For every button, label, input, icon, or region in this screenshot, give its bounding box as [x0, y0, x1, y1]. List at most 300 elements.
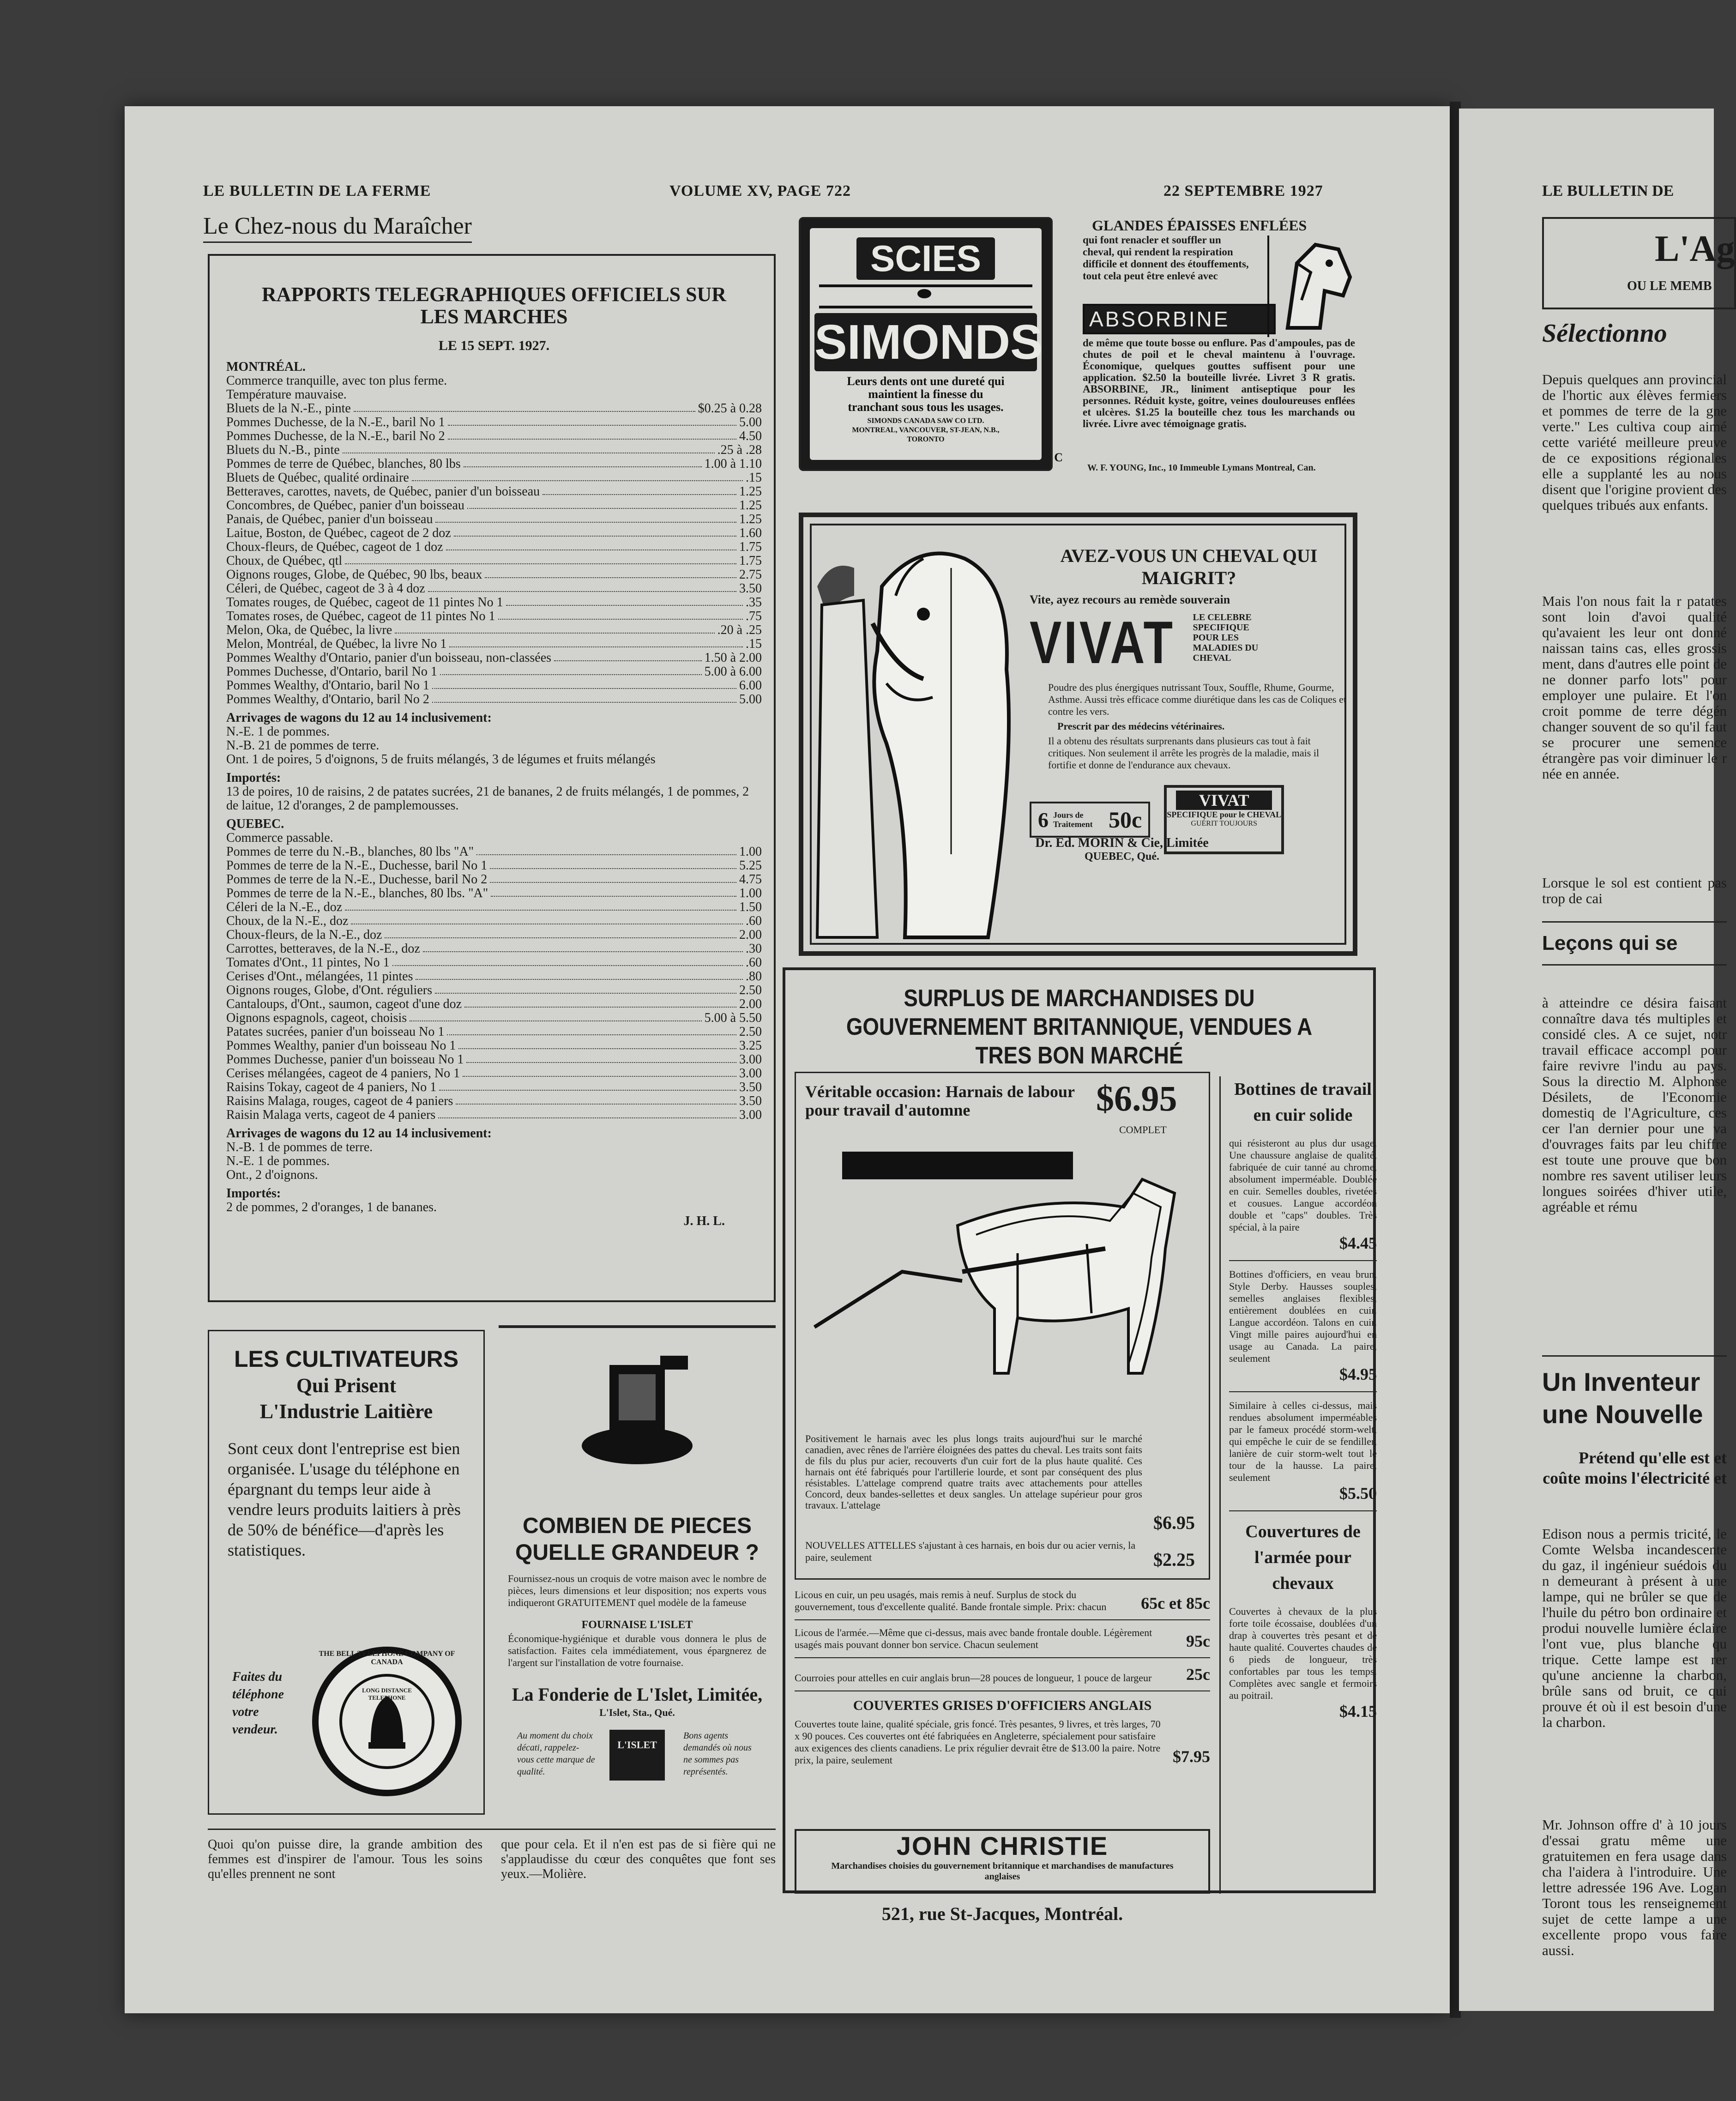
- licous-armee-price: 95c: [1186, 1632, 1210, 1650]
- bottines-heading: Bottines de travail en cuir solide: [1234, 1080, 1372, 1125]
- fonderie-body: Fournissez-nous un croquis de votre maison avec le nombre de pièces, leurs dimensions et leur disposition; nos experts vous indiqueront GRATUITEMENT quel modèle de la fameuse: [508, 1573, 766, 1608]
- surplus-title: SURPLUS DE MARCHANDISES DU GOUVERNEMENT BRITANNIQUE, VENDUES A TRES BON MARCHÉ: [846, 985, 1313, 1069]
- price-row: [226, 859, 762, 873]
- price-row: [226, 693, 762, 706]
- dot-leader: [435, 513, 736, 523]
- price-row: [226, 956, 762, 970]
- dot-leader: [439, 1081, 736, 1091]
- montreal-price-list: [226, 402, 762, 706]
- price-value: $0.25 à 0.28: [698, 401, 762, 416]
- price-row: [226, 1053, 762, 1067]
- fonderie-product: FOURNAISE L'ISLET: [581, 1619, 693, 1631]
- attelles-text: NOUVELLES ATTELLES s'ajustant à ces harnais, en bois dur ou acier vernis, la paire, seulement: [805, 1540, 1136, 1563]
- dot-leader: [491, 887, 736, 897]
- price-item: Carrottes, betteraves, de la N.-E., doz: [226, 942, 420, 956]
- vivat-package-brand: VIVAT: [1176, 791, 1272, 810]
- price-row: [226, 540, 762, 554]
- price-item: Choux, de Québec, qtl: [226, 554, 343, 568]
- price-row: [226, 416, 762, 429]
- price-value: 3.00: [739, 1108, 762, 1122]
- dot-leader: [351, 914, 743, 924]
- montreal-intro-line: Commerce tranquille, avec ton plus ferme.: [226, 374, 447, 388]
- quebec-arrival-line: N.-B. 1 de pommes de terre.: [226, 1140, 373, 1154]
- officiers-price: $4.95: [1339, 1365, 1377, 1383]
- montreal-arrivals: [226, 725, 762, 767]
- quebec-arrivals-heading: Arrivages de wagons du 12 au 14 inclusivement:: [226, 1126, 492, 1141]
- market-report: [208, 254, 776, 1302]
- price-row: [226, 623, 762, 637]
- price-item: Pommes Duchesse, de la N.-E., baril No 1: [226, 415, 445, 429]
- dot-leader: [456, 1094, 736, 1105]
- page2-paragraph-3: Lorsque le sol est contient pas trop de cai: [1542, 875, 1727, 906]
- dot-leader: [354, 402, 695, 412]
- dot-leader: [454, 526, 736, 537]
- price-value: 1.00: [739, 845, 762, 859]
- masthead-center: VOLUME XV, PAGE 722: [669, 182, 851, 199]
- bell-body: Sont ceux dont l'entreprise est bien organisée. L'usage du téléphone en épargnant du temps leur aide à vendre leurs produits laitiers à près de 50% de bénéfice—d'après les statistiques.: [228, 1439, 461, 1559]
- couvertures-heading: Couvertures de l'armée pour chevaux: [1245, 1522, 1361, 1593]
- price-item: Pommes de terre de la N.-E., blanches, 80 lbs. "A": [226, 886, 488, 900]
- price-row: [226, 997, 762, 1011]
- dot-leader: [485, 568, 736, 578]
- price-value: .60: [746, 914, 762, 928]
- dot-leader: [432, 679, 736, 689]
- price-item: Tomates roses, de Québec, cageot de 11 pintes No 1: [226, 609, 495, 623]
- price-item: Pommes Duchesse, d'Ontario, baril No 1: [226, 664, 437, 679]
- vivat-tagline: LE CELEBRE SPECIFIQUE POUR LES MALADIES DU CHEVAL: [1193, 612, 1259, 663]
- price-row: [226, 443, 762, 457]
- price-value: .80: [746, 969, 762, 984]
- absorbine-brand: ABSORBINE: [1083, 304, 1276, 334]
- price-item: Cerises mélangées, cageot de 4 paniers, No 1: [226, 1066, 460, 1081]
- price-item: Pommes Wealthy, d'Ontario, baril No 1: [226, 678, 429, 693]
- page2-heading-3b: une Nouvelle: [1542, 1400, 1703, 1429]
- market-report-title: RAPPORTS TELEGRAPHIQUES OFFICIELS SUR LES MARCHES: [261, 283, 727, 328]
- price-value: 3.50: [739, 1080, 762, 1094]
- price-value: .20 à .25: [717, 623, 762, 637]
- price-item: Oignons rouges, Globe, de Québec, 90 lbs, beaux: [226, 568, 482, 582]
- quebec-price-list: [226, 845, 762, 1122]
- horse-and-man-illustration: [813, 531, 1034, 937]
- dot-leader: [554, 651, 702, 661]
- john-christie-sub: Marchandises choisies du gouvernement britannique et marchandises de manufactures anglaises: [831, 1861, 1174, 1882]
- saw-blade-icon: [819, 284, 1032, 308]
- licous-price: 65c et 85c: [1141, 1594, 1210, 1612]
- price-item: Panais, de Québec, panier d'un boisseau: [226, 512, 433, 526]
- dot-leader: [416, 970, 743, 980]
- montreal-imports: 13 de poires, 10 de raisins, 2 de patates sucrées, 21 de bananes, 2 de fruits mélangés, 1 de pommes, 2 de laitue, 12 d'oranges, 2 de pamplemousses.: [226, 785, 749, 813]
- price-row: [226, 873, 762, 887]
- price-row: [226, 526, 762, 540]
- price-item: Choux, de la N.-E., doz: [226, 914, 349, 928]
- couvertes-text: Couvertes toute laine, qualité spéciale, gris foncé. Très pesantes, 9 livres, et très larges, 70 x 90 pouces. Ces couvertes ont été fabriquées en Angleterre, spécialement pour satisfaire aux exigences des clients canadiens. Le prix régulier devrait être de $13.00 la paire. Notre prix, la paire, seulement: [795, 1718, 1161, 1766]
- quebec-intro: [226, 831, 762, 845]
- price-value: 2.00: [739, 928, 762, 942]
- price-item: Concombres, de Québec, panier d'un boisseau: [226, 498, 464, 513]
- bottines-body: qui résisteront au plus dur usage. Une chaussure anglaise de qualité, fabriquée de cuir tanné au chrome, absolument imperméable. Doublée en cuir. Semelles doubles, rivetées et cousues. Langue accordéon double et "caps" doubles. Très spécial, à la paire: [1229, 1137, 1377, 1233]
- bell-slogan: Faites du téléphone votre vendeur.: [232, 1670, 284, 1737]
- price-value: .15: [746, 637, 762, 651]
- price-item: Pommes Wealthy, panier d'un boisseau No 1: [226, 1038, 456, 1053]
- price-value: 4.50: [739, 429, 762, 443]
- montreal-heading: MONTRÉAL.: [226, 360, 306, 374]
- masthead-left: LE BULLETIN DE LA FERME: [203, 182, 431, 199]
- price-value: 1.50: [739, 900, 762, 914]
- price-item: Melon, Montréal, de Québec, la livre No 1: [226, 637, 447, 651]
- dot-leader: [476, 845, 736, 855]
- price-value: 4.75: [739, 872, 762, 887]
- price-row: [226, 637, 762, 651]
- price-value: .35: [746, 595, 762, 610]
- price-item: Laitue, Boston, de Québec, cageot de 2 doz: [226, 526, 451, 540]
- price-row: [226, 1039, 762, 1053]
- licous-armee-text: Licous de l'armée.—Même que ci-dessus, mais avec bande frontale double. Légèrement usagés mais pouvant donner bon service. Chacun seulement: [795, 1627, 1152, 1650]
- simonds-title-top: SCIES: [856, 237, 995, 280]
- price-value: 3.00: [739, 1052, 762, 1067]
- price-row: [226, 887, 762, 900]
- licous-text: Licous en cuir, un peu usagés, mais remis à neuf. Surplus de stock du gouvernement, tous d'excellente qualité. Bande frontale simple. Prix: chacun: [795, 1589, 1107, 1612]
- price-item: Tomates rouges, de Québec, cageot de 11 pintes No 1: [226, 595, 503, 610]
- bell-title-1: LES CULTIVATEURS: [234, 1346, 459, 1372]
- vivat-city: QUEBEC, Qué.: [1084, 851, 1160, 863]
- price-row: [226, 942, 762, 956]
- dot-leader: [464, 457, 702, 467]
- masthead-right: 22 SEPTEMBRE 1927: [1163, 182, 1323, 199]
- montreal-arrival-line: N.-E. 1 de pommes.: [226, 724, 330, 739]
- price-item: Bluets du N.-B., pinte: [226, 443, 340, 457]
- price-row: [226, 582, 762, 596]
- dot-leader: [345, 554, 736, 564]
- simonds-ad: [799, 217, 1063, 471]
- report-signature: J. H. L.: [683, 1214, 725, 1228]
- harness-heading: Véritable occasion: Harnais de labour pour travail d'automne: [805, 1082, 1075, 1119]
- price-row: [226, 651, 762, 665]
- price-item: Patates sucrées, panier d'un boisseau No 1: [226, 1025, 445, 1039]
- bell-seal-outer: THE BELL TELEPHONE COMPANY OF CANADA: [319, 1650, 455, 1666]
- price-item: Cantaloups, d'Ont., saumon, cageot d'une doz: [226, 997, 462, 1011]
- price-value: .25 à .28: [717, 443, 762, 457]
- vivat-maker: Dr. Ed. MORIN & Cie, Limitée: [1035, 836, 1209, 850]
- price-row: [226, 554, 762, 568]
- price-value: 1.25: [739, 512, 762, 526]
- price-row: [226, 1094, 762, 1108]
- vivat-brand: VIVAT: [1030, 609, 1175, 676]
- page2-heading-3a: Un Inventeur: [1542, 1367, 1700, 1396]
- price-value: 5.00 à 6.00: [704, 664, 762, 679]
- price-value: 5.00 à 5.50: [704, 1011, 762, 1025]
- price-row: [226, 928, 762, 942]
- price-item: Tomates d'Ont., 11 pintes, No 1: [226, 955, 390, 970]
- price-item: Pommes Wealthy, d'Ontario, baril No 2: [226, 692, 429, 706]
- dot-leader: [498, 610, 743, 620]
- quebec-heading: QUEBEC.: [226, 817, 284, 831]
- montreal-arrival-line: N.-B. 21 de pommes de terre.: [226, 738, 380, 753]
- dot-leader: [490, 873, 736, 883]
- vivat-price-label: Jours de Traitement: [1053, 810, 1093, 829]
- horse-head-icon: [1267, 235, 1357, 337]
- dot-leader: [412, 471, 743, 481]
- montreal-intro-line: Température mauvaise.: [226, 387, 347, 402]
- price-row: [226, 984, 762, 997]
- dot-leader: [447, 1025, 736, 1035]
- page2-heading-1: Sélectionno: [1542, 319, 1667, 348]
- absorbine-heading: GLANDES ÉPAISSES ENFLÉES: [1092, 217, 1307, 234]
- price-value: 3.25: [739, 1038, 762, 1053]
- price-item: Raisins Malaga, rouges, cageot de 4 paniers: [226, 1094, 453, 1108]
- price-row: [226, 499, 762, 513]
- price-item: Pommes de terre de la N.-E., Duchesse, baril No 2: [226, 872, 488, 887]
- quebec-arrivals: [226, 1141, 762, 1182]
- dot-leader: [464, 997, 736, 1008]
- simonds-title: SIMONDS: [814, 313, 1037, 371]
- price-item: Oignons rouges, Globe, d'Ont. réguliers: [226, 983, 432, 997]
- vivat-ad: [799, 513, 1357, 956]
- bell-title-3: L'Industrie Laitière: [259, 1400, 433, 1423]
- bell-seal-icon: [311, 1645, 463, 1798]
- john-christie-box: [795, 1829, 1210, 1894]
- page2-paragraph-1: Depuis quelques ann provincial de l'hortic aux élèves fermiers et pommes de terre de la gne verte." Les cultiva coup aimé cette variété meilleure preuve de ce expositions régionales elle a supplanté les au nous disent que l'origine provient des quelques tribués aux enfants.: [1542, 371, 1727, 513]
- page2-paragraph-6: Mr. Johnson offre d' à 10 jours d'essai gratu même une gratuitemen en fera usage dans cha l'aidera à l'introduire. Une lettre adressée 196 Ave. Logan Toront tous les renseignement sujet de cette lampe a une excellente propo vous faire aussi.: [1542, 1817, 1727, 1958]
- harness-body: Positivement le harnais avec les plus longs traits aujourd'hui sur le marché canadien, avec rênes de l'arrière éloignées des pattes du cheval. Les traits sont faits de fils du plus pur acier, recouverts d'un cuir fort de la plus haute qualité. Ces harnais ont été fabriqués pour l'artillerie lourde, et sont par conséquent des plus résistables. L'attelage comprend quatre traits avec attachements pour attelles Concord, deux bandes-sellettes et deux sangles. Un attelage supérieur pour gros travaux. L'attelage: [805, 1433, 1142, 1511]
- price-item: Raisin Malaga verts, cageot de 4 paniers: [226, 1108, 436, 1122]
- harness-complet: COMPLET: [1119, 1124, 1167, 1135]
- surplus-ad: [783, 967, 1377, 1924]
- price-row: [226, 513, 762, 526]
- price-row: [226, 596, 762, 610]
- quote-column-1: Quoi qu'on puisse dire, la grande ambition des femmes est d'inspirer de l'amour. Tous les soins qu'elles prennent ne sont: [208, 1837, 482, 1881]
- dot-leader: [466, 1053, 736, 1063]
- fonderie-left-note: Au moment du choix décati, rappelez-vous cette marque de qualité.: [517, 1731, 595, 1777]
- price-value: 2.50: [739, 1025, 762, 1039]
- price-row: [226, 429, 762, 443]
- price-value: .30: [746, 942, 762, 956]
- bell-seal-inner: LONG DISTANCE TELEPHONE: [362, 1687, 412, 1701]
- price-value: 1.60: [739, 526, 762, 540]
- price-value: 3.00: [739, 1066, 762, 1081]
- price-row: [226, 485, 762, 499]
- dot-leader: [490, 859, 736, 869]
- simonds-company: SIMONDS CANADA SAW CO LTD. MONTREAL, VANCOUVER, ST-JEAN, N.B., TORONTO: [852, 417, 1000, 443]
- similaire-body: Similaire à celles ci-dessus, mais rendues absolument imperméables par le fameux procédé storm-welt, qui empêche le cuir de se fendiller, lanière de cuir storm-welt tout le tour de la hausse. La paire, seulement: [1229, 1400, 1377, 1483]
- ad-mark: C: [1054, 451, 1063, 464]
- fonderie-ad: [499, 1325, 776, 1817]
- price-item: Pommes de terre de Québec, blanches, 80 lbs: [226, 457, 461, 471]
- dot-leader: [463, 1067, 736, 1077]
- harness-section: [795, 1072, 1210, 1580]
- quebec-imports: 2 de pommes, 2 d'oranges, 1 de bananes.: [226, 1200, 437, 1214]
- price-value: 6.00: [739, 678, 762, 693]
- price-item: Pommes de terre du N.-B., blanches, 80 lbs "A": [226, 845, 474, 859]
- dot-leader: [446, 540, 736, 550]
- harness-price: $6.95: [1096, 1078, 1177, 1118]
- price-item: Raisins Tokay, cageot de 4 paniers, No 1: [226, 1080, 437, 1094]
- price-row: [226, 1081, 762, 1094]
- dot-leader: [410, 1011, 701, 1021]
- bell-title-2: Qui Prisent: [296, 1374, 397, 1397]
- price-value: .15: [746, 471, 762, 485]
- simonds-text: Leurs dents ont une dureté qui maintient la finesse du tranchant sous tous les usages.: [847, 374, 1005, 414]
- price-value: .75: [746, 609, 762, 623]
- horses-plowing-illustration: [810, 1133, 1198, 1410]
- couvertes-heading: COUVERTES GRISES D'OFFICIERS ANGLAIS: [853, 1698, 1152, 1713]
- quebec-arrival-line: Ont., 2 d'oignons.: [226, 1168, 318, 1182]
- price-row: [226, 1025, 762, 1039]
- price-value: 1.25: [739, 498, 762, 513]
- dot-leader: [392, 956, 743, 966]
- quebec-intro-line: Commerce passable.: [226, 831, 333, 845]
- price-row: [226, 665, 762, 679]
- fonderie-company: La Fonderie de L'Islet, Limitée,: [512, 1684, 763, 1705]
- price-row: [226, 568, 762, 582]
- vivat-question: AVEZ-VOUS UN CHEVAL QUI MAIGRIT?: [1060, 545, 1318, 588]
- couvertures-body: Couvertes à chevaux de la plus forte toile écossaise, doublées d'un drap à couvertes très pesant et de haute qualité. Couvertes chaudes de 6 pieds de longueur, très confortables par tous les temps. Complètes avec sangle et fermoirs au poitrail.: [1229, 1606, 1377, 1701]
- vivat-package-sub: GUÉRIT TOUJOURS: [1191, 820, 1257, 827]
- adjacent-page: [1459, 109, 1735, 2011]
- dot-leader: [449, 637, 743, 647]
- price-value: 2.00: [739, 997, 762, 1011]
- dot-leader: [542, 485, 736, 495]
- price-row: [226, 679, 762, 693]
- john-christie-address: 521, rue St-Jacques, Montréal.: [881, 1903, 1123, 1924]
- price-item: Bluets de la N.-E., pinte: [226, 401, 351, 416]
- page2-paragraph-2: Mais l'on nous fait la r patates sont loin d'avoi qualité qu'avaient les leur ont donné naissan tains cas, elles grossis ment, dans d'autres elle point de ne donner parfo lots" pour employer une pulaire. Et l'on croit pomme de terre dégén changer souvent de so qu'il faut se procurer une semence étrangère pas voir diminuer le r née en année.: [1542, 593, 1727, 782]
- dot-leader: [440, 665, 702, 675]
- montreal-arrivals-heading: Arrivages de wagons du 12 au 14 inclusivement:: [226, 711, 492, 725]
- absorbine-ad: [1083, 217, 1355, 476]
- officiers-body: Bottines d'officiers, en veau brun, Style Derby. Hausses souples, semelles anglaises flexibles, entièrement doublées en cuir. Langue accordéon. Talons en cuir. Vingt mille paires aujourd'hui en usage au Canada. La paire, seulement: [1229, 1268, 1377, 1364]
- price-value: 5.00: [739, 415, 762, 429]
- price-value: 1.00: [739, 886, 762, 900]
- quebec-imports-heading: Importés:: [226, 1186, 281, 1201]
- vivat-line: Vite, ayez recours au remède souverain: [1030, 593, 1230, 606]
- price-value: 1.75: [739, 554, 762, 568]
- montreal-imports-heading: Importés:: [226, 771, 281, 785]
- quebec-arrival-line: N.-E. 1 de pommes.: [226, 1154, 330, 1168]
- attelles-price: $2.25: [1153, 1549, 1195, 1570]
- bell-telephone-ad: [208, 1330, 485, 1815]
- dot-leader: [385, 928, 736, 938]
- dot-leader: [345, 900, 736, 911]
- price-value: 1.00 à 1.10: [704, 457, 762, 471]
- price-item: Choux-fleurs, de Québec, cageot de 1 doz: [226, 540, 443, 554]
- price-value: 3.50: [739, 581, 762, 596]
- price-item: Pommes Duchesse, de la N.-E., baril No 2: [226, 429, 445, 443]
- price-row: [226, 970, 762, 984]
- price-row: [226, 457, 762, 471]
- dot-leader: [448, 416, 736, 426]
- courroies-text: Courroies pour attelles en cuir anglais brun—28 pouces de longueur, 1 pouce de largeur: [795, 1672, 1152, 1684]
- dot-leader: [395, 623, 714, 634]
- dot-leader: [343, 443, 715, 453]
- price-row: [226, 1011, 762, 1025]
- courroies-price: 25c: [1186, 1665, 1210, 1684]
- page2-banner: [1542, 217, 1736, 309]
- price-row: [226, 402, 762, 416]
- price-value: 3.50: [739, 1094, 762, 1108]
- page2-paragraph-5: Edison nous a permis tricité, le Comte Welsba incandescente du gaz, il ingénieur suédois du n demeurant à présent à une lampe, qui ne brûler se que de l'huile du pétro bon ordinaire et produi nouvelle lumière éclaire l'ont vue, plus blanche qu trique. Cette lampe est rer qu'une ancienne la charbon, brûle sans od bruit, ce qui prouve ét où il est besoin d'une la charbon.: [1542, 1526, 1727, 1730]
- dot-leader: [428, 582, 736, 592]
- price-row: [226, 914, 762, 928]
- price-value: 5.00: [739, 692, 762, 706]
- price-value: 1.25: [739, 484, 762, 499]
- harness-total-price: $6.95: [1153, 1512, 1195, 1533]
- price-row: [226, 845, 762, 859]
- price-row: [226, 471, 762, 485]
- absorbine-intro: qui font renacler et souffler un cheval, qui rendent la respiration difficile et donnent des étouffements, tout cela peut être enlevé avec: [1083, 234, 1249, 282]
- fonderie-question-1: COMBIEN DE PIECES: [522, 1514, 752, 1538]
- price-item: Pommes Duchesse, panier d'un boisseau No 1: [226, 1052, 464, 1067]
- price-item: Cerises d'Ont., mélangées, 11 pintes: [226, 969, 413, 984]
- price-item: Oignons espagnols, cageot, choisis: [226, 1011, 407, 1025]
- page2-banner-title: L'Ag: [1655, 229, 1735, 269]
- vivat-package-image: [1164, 785, 1284, 854]
- market-report-date: LE 15 SEPT. 1927.: [438, 338, 550, 353]
- page2-banner-sub: OU LE MEMB: [1627, 279, 1712, 293]
- vivat-price-days: 6: [1038, 808, 1049, 832]
- price-item: Melon, Oka, de Québec, la livre: [226, 623, 392, 637]
- john-christie-name: JOHN CHRISTIE: [896, 1831, 1109, 1860]
- dot-leader: [438, 1108, 736, 1118]
- page2-subheading-3: Prétend qu'elle est et coûte moins l'électricité et: [1543, 1449, 1727, 1487]
- price-value: 1.50 à 2.00: [704, 651, 762, 665]
- vivat-package-text: SPECIFIQUE pour le CHEVAL: [1167, 810, 1282, 819]
- bottines-price: $4.45: [1339, 1234, 1377, 1252]
- fonderie-body-2: Économique-hygiénique et durable vous donnera le plus de satisfaction. Faites cela immédiatement, vous épargnerez de l'argent sur l'installation de votre fournaise.: [508, 1633, 766, 1668]
- page2-masthead: LE BULLETIN DE: [1542, 182, 1674, 199]
- fonderie-city: L'Islet, Sta., Qué.: [599, 1707, 675, 1718]
- dot-leader: [448, 429, 736, 440]
- price-row: [226, 900, 762, 914]
- quote-column-2: que pour cela. Et il n'en est pas de si fière qui ne s'applaudisse du cœur des conquêtes que font ses yeux.—Molière.: [501, 1837, 776, 1881]
- price-item: Pommes de terre de la N.-E., Duchesse, baril No 1: [226, 858, 488, 873]
- price-item: Céleri, de Québec, cageot de 3 à 4 doz: [226, 581, 425, 596]
- price-item: Céleri de la N.-E., doz: [226, 900, 343, 914]
- dot-leader: [435, 984, 736, 994]
- price-item: Betteraves, carottes, navets, de Québec, panier d'un boisseau: [226, 484, 540, 499]
- vivat-price: 50c: [1109, 807, 1142, 833]
- dot-leader: [467, 499, 736, 509]
- price-item: Choux-fleurs, de la N.-E., doz: [226, 928, 382, 942]
- price-item: Bluets de Québec, qualité ordinaire: [226, 471, 409, 485]
- section-title: Le Chez-nous du Maraîcher: [203, 212, 472, 243]
- couvertes-price: $7.95: [1173, 1747, 1210, 1766]
- vivat-results: Il a obtenu des résultats surprenants dans plusieurs cas tout à fait critiques. Non seulement il arrête les progrès de la maladie, mais il fortifie et donne de l'endurance aux chevaux.: [1048, 735, 1320, 771]
- page2-heading-2: Leçons qui se: [1542, 921, 1727, 966]
- fonderie-right-note: Bons agents demandés où nous ne sommes pas représentés.: [683, 1731, 752, 1777]
- page2-paragraph-4: à atteindre ce désira faisant connaître dava tés multiples et considé cles. A ce sujet, notr travail efficace accompl pour faire revivre l'indu au pays. Sous la directio M. Alphonse Désilets, de l'Economie domestiq de l'Agriculture, ces cer l'an dernier pour une va d'ouvrages faits par leu chiffre est toute une prouve que bon nombre res savent utiliser leurs longues soirées d'hiver utile, agréable et rému: [1542, 995, 1727, 1215]
- montreal-arrival-line: Ont. 1 de poires, 5 d'oignons, 5 de fruits mélangés, 3 de légumes et fruits mélangés: [226, 752, 656, 767]
- price-value: .60: [746, 955, 762, 970]
- dot-leader: [506, 596, 743, 606]
- furnace-illustration: [568, 1356, 706, 1471]
- price-value: 1.75: [739, 540, 762, 554]
- fonderie-badge: L'ISLET: [609, 1730, 665, 1781]
- fonderie-question-2: QUELLE GRANDEUR ?: [515, 1540, 759, 1565]
- price-value: 2.75: [739, 568, 762, 582]
- dot-leader: [432, 693, 736, 703]
- vivat-body: Poudre des plus énergiques nutrissant Toux, Souffle, Rhume, Gourme, Asthme. Aussi très efficace comme diurétique dans les cas de Coliques et contre les vers.: [1048, 682, 1346, 717]
- price-item: Pommes Wealthy d'Ontario, panier d'un boisseau, non-classées: [226, 651, 552, 665]
- vivat-price-box: [1030, 802, 1150, 838]
- absorbine-footer: W. F. YOUNG, Inc., 10 Immeuble Lymans Montreal, Can.: [1087, 463, 1316, 473]
- montreal-intro: [226, 374, 762, 402]
- absorbine-body: de même que toute bosse ou enflure. Pas d'ampoules, pas de chutes de poil et le cheval maintenu à l'ouvrage. Économique, quelques gouttes suffisent pour une application. $2.50 la bouteille livrée. Livret 3 R gratis. ABSORBINE, JR., liniment antiseptique pour les personnes. Réduit kyste, goitre, veines douloureuses enflées et ulcères. $1.25 la bouteille chez tous les marchands ou livrée. Livre avec témoignage gratis.: [1083, 337, 1355, 429]
- price-value: 5.25: [739, 858, 762, 873]
- price-row: [226, 1067, 762, 1081]
- similaire-price: $5.50: [1339, 1484, 1377, 1503]
- price-row: [226, 610, 762, 623]
- dot-leader: [458, 1039, 736, 1049]
